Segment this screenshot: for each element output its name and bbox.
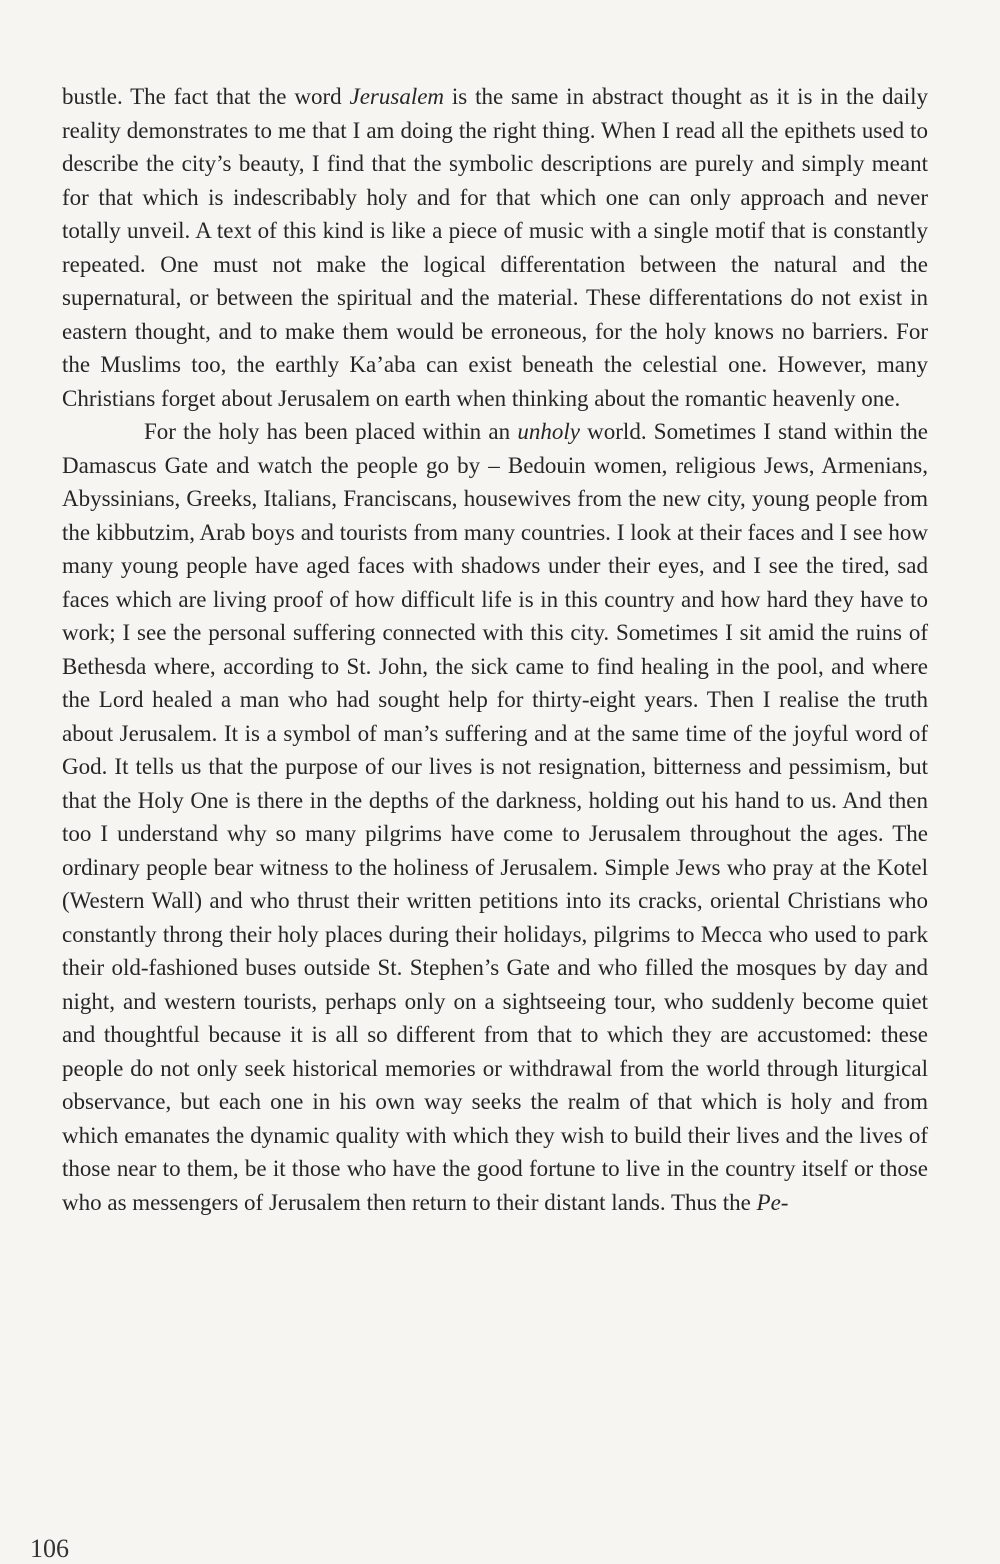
paragraph-1-text-start: bustle. The fact that the word	[62, 84, 350, 109]
book-page	[62, 80, 928, 1219]
paragraph-2-text-body: world. Sometimes I stand within the Damascus Gate and watch the people go by – Bedouin women, religious Jews, Armenians, Abyssinians, Greeks, Italians, Franciscans, housewives from the new city, young people from the kibbutzim, Arab boys and tourists from many countries. I look at their faces and I see how many young people have aged faces with shadows under their eyes, and I see the tired, sad faces which are living proof of how difficult life is in this country and how hard they have to work; I see the personal suffering connected with this city. Sometimes I sit amid the ruins of Bethesda where, according to St. John, the sick came to find healing in the pool, and where the Lord healed a man who had sought help for thirty-eight years. Then I realise the truth about Jerusalem. It is a symbol of man’s suffering and at the same time of the joyful word of God. It tells us that the purpose of our lives is not resignation, bitterness and pessimism, but that the Holy One is there in the depths of the darkness, holding out his hand to us. And then too I understand why so many pilgrims have come to Jerusalem throughout the ages. The ordinary people bear witness to the holiness of Jerusalem. Simple Jews who pray at the Kotel (Western Wall) and who thrust their written petitions into its cracks, oriental Christians who constantly throng their holy places during their holidays, pilgrims to Mecca who used to park their old-fashioned buses outside St. Stephen’s Gate and who filled the mosques by day and night, and western tourists, perhaps only on a sightseeing tour, who suddenly become quiet and thoughtful because it is all so different from that to which they are accustomed: these people do not only seek historical memories or withdrawal from the world through liturgical observance, but each one in his own way seeks the realm of that which is holy and from which emanates the dynamic quality with which they wish to build their lives and the lives of those near to them, be it those who have the good fortune to live in the country itself or those who as messengers of Jerusalem then return to their distant lands. Thus the	[62, 419, 928, 1215]
paragraph-2-text-start: For the holy has been placed within an	[144, 419, 518, 444]
paragraph-2-italic-word: unholy	[517, 419, 580, 444]
paragraph-2	[62, 415, 928, 1219]
page-number: 106	[30, 1534, 69, 1563]
paragraph-1	[62, 80, 928, 415]
paragraph-2-trailing-italic: Pe-	[756, 1189, 789, 1215]
paragraph-1-italic-word: Jerusalem	[349, 84, 445, 109]
paragraph-1-text-end: is the same in abstract thought as it is in the daily reality demonstrates to me that I am doing the right thing. When I read all the epithets used to describe the city’s beauty, I find that the symbolic descriptions are purely and simply meant for that which is indescribably holy and for that which one can only approach and never totally unveil. A text of this kind is like a piece of music with a single motif that is constantly repeated. One must not make the logical differentation between the natural and the supernatural, or between the spiritual and the material. These differentations do not exist in eastern thought, and to make them would be erroneous, for the holy knows no barriers. For the Muslims too, the earthly Ka’aba can exist beneath the celestial one. However, many Christians forget about Jerusalem on earth when thinking about the romantic heavenly one.	[62, 84, 928, 411]
